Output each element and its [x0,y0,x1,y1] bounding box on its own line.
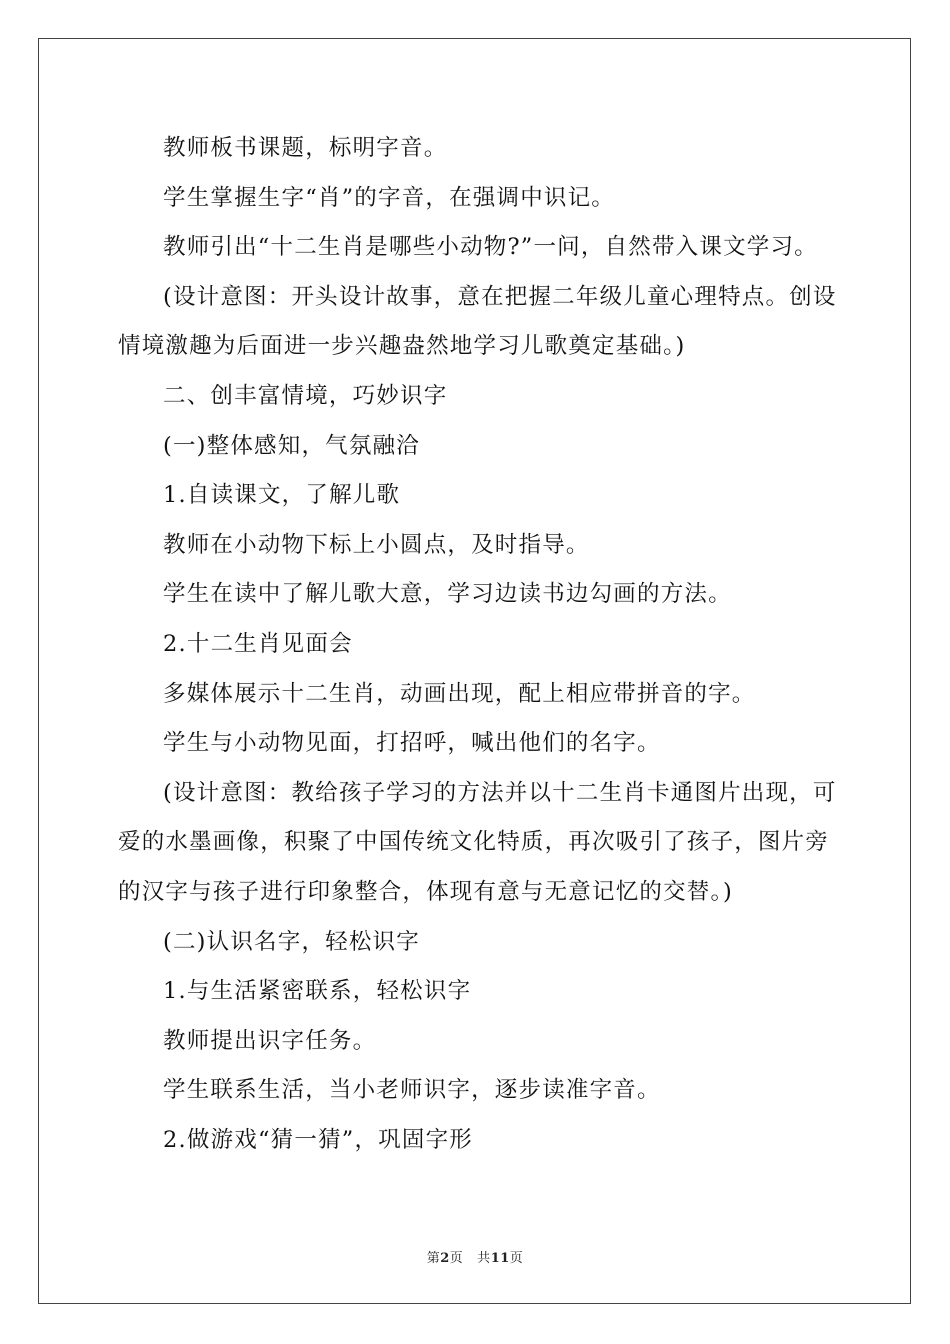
step-heading: 1.自读课文，了解儿歌 [163,482,401,509]
step-heading: 1.与生活紧密联系，轻松识字 [163,978,472,1005]
page-suffix: 页 [449,1251,464,1266]
total-prefix: 共 [477,1251,491,1266]
step-heading: 2.十二生肖见面会 [163,630,353,657]
paragraph: 学生与小动物见面，打招呼，喊出他们的名字。 [163,730,661,757]
design-intent-note: (设计意图：教给孩子学习的方法并以十二生肖卡通图片出现，可爱的水墨画像，积聚了中国传统文化特质，再次吸引了孩子，图片旁的汉字与孩子进行印象整合，体现有意与无意记忆的交替。) [118,779,837,905]
paragraph: 教师在小动物下标上小圆点，及时指导。 [163,531,590,558]
paragraph: 教师引出“十二生肖是哪些小动物?”一问，自然带入课文学习。 [163,234,818,261]
total-pages: 11 [490,1251,510,1266]
section-heading: 二、创丰富情境，巧妙识字 [163,382,448,409]
page-prefix: 第 [426,1251,441,1266]
page-number: 2 [440,1251,450,1266]
design-intent-note: (设计意图：开头设计故事，意在把握二年级儿童心理特点。创设情境激趣为后面进一步兴趣盎然地学习儿歌奠定基础。) [118,283,837,360]
paragraph: 多媒体展示十二生肖，动画出现，配上相应带拼音的字。 [163,680,756,707]
document-body [118,124,838,1165]
paragraph: 学生掌握生字“肖”的字音，在强调中识记。 [163,184,616,211]
paragraph: 学生在读中了解儿歌大意，学习边读书边勾画的方法。 [163,581,732,608]
paragraph: 学生联系生活，当小老师识字，逐步读准字音。 [163,1077,661,1104]
paragraph: 教师板书课题，标明字音。 [163,135,448,161]
step-heading: 2.做游戏“猜一猜”，巩固字形 [163,1126,473,1153]
page-footer [0,1247,950,1266]
subsection-heading: (二)认识名字，轻松识字 [163,928,420,955]
paragraph: 教师提出识字任务。 [163,1027,377,1054]
subsection-heading: (一)整体感知，气氛融洽 [163,432,420,459]
total-suffix: 页 [509,1251,524,1266]
